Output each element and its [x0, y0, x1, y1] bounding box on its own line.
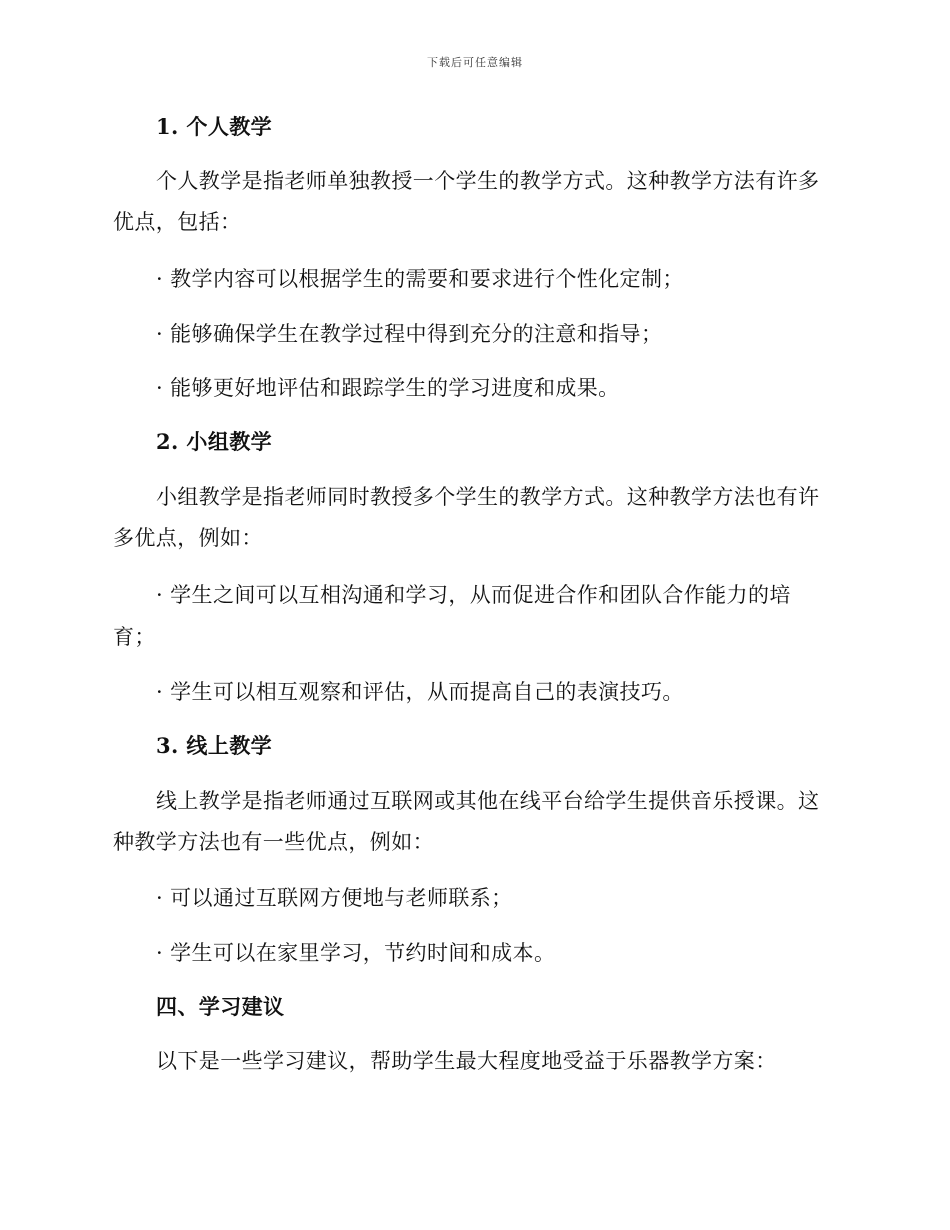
paragraph-line: 多优点，例如：: [113, 526, 263, 550]
section-heading-group: 2. 小组教学: [156, 429, 273, 454]
section-heading-suggestions: 四、学习建议: [156, 994, 285, 1019]
bullet-item: · 学生可以相互观察和评估，从而提高自己的表演技巧。: [156, 680, 684, 704]
bullet-item: · 学生之间可以互相沟通和学习，从而促进合作和团队合作能力的培: [156, 583, 791, 607]
bullet-item: · 学生可以在家里学习，节约时间和成本。: [156, 941, 556, 965]
section-heading-online: 3. 线上教学: [156, 733, 273, 758]
paragraph-line: 个人教学是指老师单独教授一个学生的教学方式。这种教学方法有许多: [156, 169, 820, 193]
bullet-item: · 能够确保学生在教学过程中得到充分的注意和指导；: [156, 322, 663, 346]
paragraph-line: 以下是一些学习建议，帮助学生最大程度地受益于乐器教学方案：: [156, 1049, 777, 1073]
page-header: 下载后可任意编辑: [427, 56, 523, 69]
section-heading-individual: 1. 个人教学: [156, 114, 273, 139]
bullet-continuation: 育；: [113, 625, 156, 649]
bullet-item: · 可以通过互联网方便地与老师联系；: [156, 886, 513, 910]
bullet-item: · 能够更好地评估和跟踪学生的学习进度和成果。: [156, 376, 620, 400]
bullet-item: · 教学内容可以根据学生的需要和要求进行个性化定制；: [156, 267, 684, 291]
paragraph-line: 小组教学是指老师同时教授多个学生的教学方式。这种教学方法也有许: [156, 485, 820, 509]
paragraph-line: 线上教学是指老师通过互联网或其他在线平台给学生提供音乐授课。这: [156, 789, 820, 813]
paragraph-line: 种教学方法也有一些优点，例如：: [113, 830, 434, 854]
paragraph-line: 优点，包括：: [113, 210, 242, 234]
